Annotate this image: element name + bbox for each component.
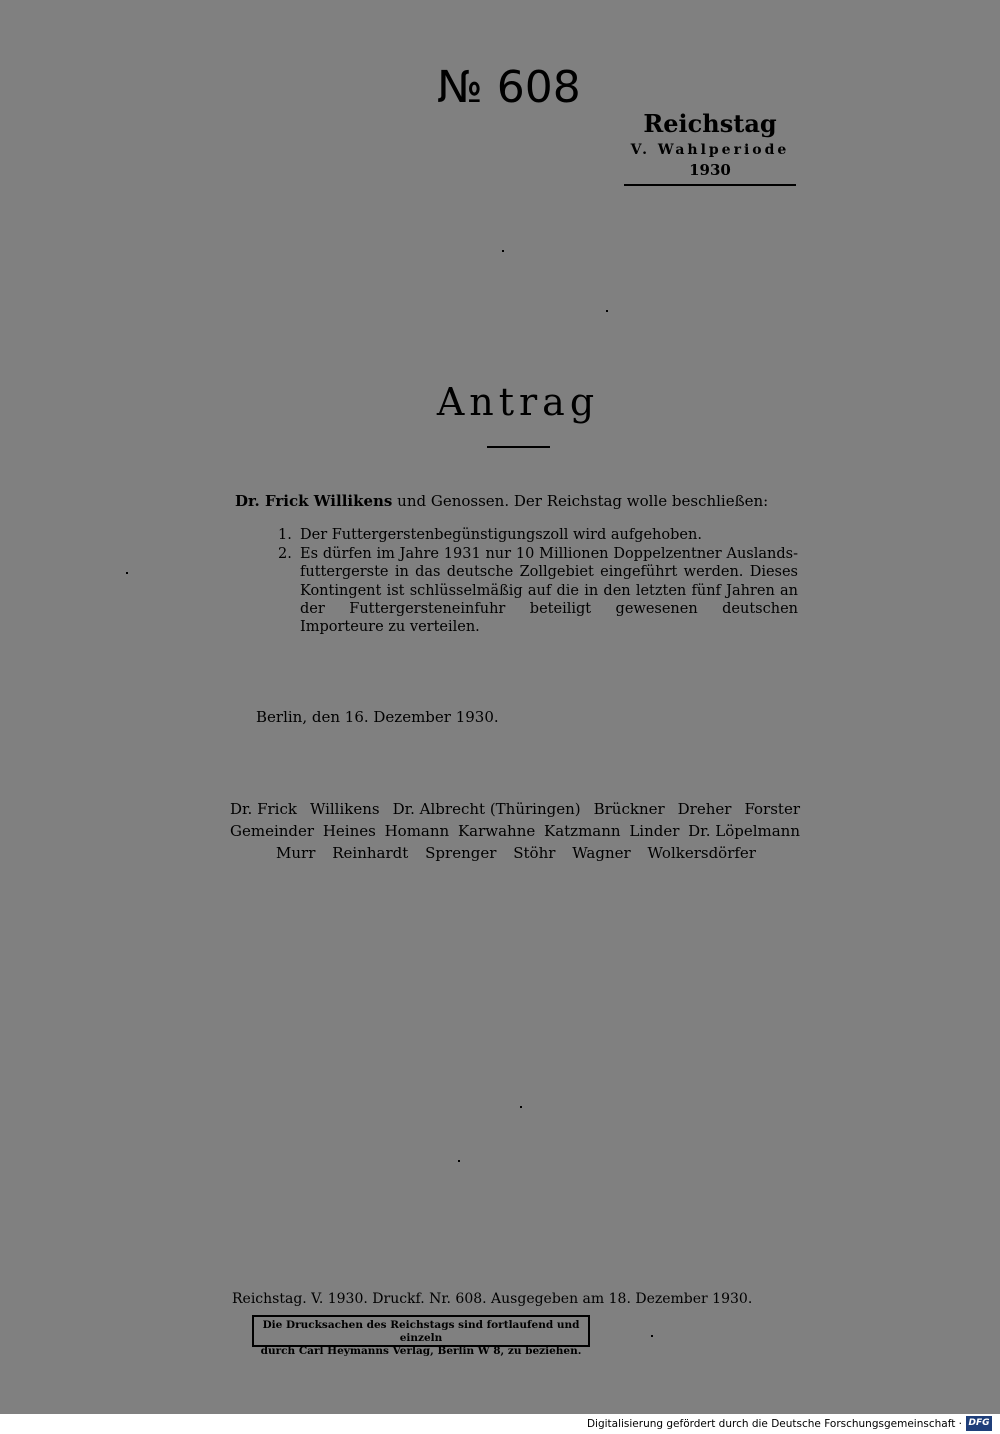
scan-speck xyxy=(126,572,128,574)
motion-items xyxy=(278,526,798,637)
motion-intro xyxy=(235,490,795,512)
signatory: Karwahne xyxy=(457,822,536,840)
masthead-title: Reichstag xyxy=(643,109,777,138)
print-footer: Reichstag. V. 1930. Druckf. Nr. 608. Ausgegeben am 18. Dezember 1930. xyxy=(232,1291,753,1307)
document-heading: Antrag xyxy=(436,380,600,424)
scan-speck xyxy=(606,310,608,312)
item-text: Der Futtergerstenbegünstigungszoll wird aufgehoben. xyxy=(300,527,702,543)
masthead-rule xyxy=(624,184,796,186)
signatures xyxy=(230,798,800,864)
item-number: 2. xyxy=(278,546,292,563)
signatory: Brückner xyxy=(593,800,665,818)
masthead-year: 1930 xyxy=(689,161,731,179)
item-number: 1. xyxy=(278,527,292,543)
publisher-notice-line: Die Drucksachen des Reichstags sind fortlaufend und einzeln xyxy=(262,1319,580,1344)
masthead xyxy=(624,108,796,186)
masthead-period: V. Wahlperiode xyxy=(630,142,790,158)
signatory: Linder xyxy=(629,822,680,840)
signature-row xyxy=(230,842,800,864)
motion-intro-text: und Genossen. Der Reichstag wolle beschließen: xyxy=(392,492,769,510)
scan-speck xyxy=(651,1335,653,1337)
signatory: Willikens xyxy=(309,800,380,818)
dfg-logo: DFG xyxy=(966,1416,992,1431)
publisher-notice-line: durch Carl Heymanns Verlag, Berlin W 8, zu beziehen. xyxy=(260,1345,582,1357)
signatory: Dreher xyxy=(677,800,732,818)
signatory: Gemeinder xyxy=(230,822,315,840)
signature-row xyxy=(230,798,800,820)
signatory: Dr. Albrecht (Thüringen) xyxy=(392,800,581,818)
signatory: Stöhr xyxy=(513,844,556,862)
signatory: Reinhardt xyxy=(332,844,409,862)
funding-credit: Digitalisierung gefördert durch die Deutsche Forschungsgemeinschaft · xyxy=(586,1418,962,1430)
document-number: № 608 xyxy=(437,62,581,113)
signatory: Heines xyxy=(322,822,376,840)
scan-speck xyxy=(520,1106,522,1108)
heading-rule xyxy=(487,446,550,448)
scan-speck xyxy=(458,1160,460,1162)
funding-bar xyxy=(0,1414,1000,1434)
list-item xyxy=(278,545,798,636)
signatory: Forster xyxy=(744,800,800,818)
item-text: Es dürfen im Jahre 1931 nur 10 Millionen Doppelzentner Auslands-futtergerste in das deutsche Zollgebiet eingeführt werden. Dieses Kontingent ist schlüsselmäßig auf die in den letzten fünf Jahren an der Futtergersteneinfuhr beteiligt gewesenen deutschen Importeure zu verteilen. xyxy=(300,546,798,636)
signatory: Wagner xyxy=(572,844,631,862)
signatory: Murr xyxy=(276,844,316,862)
signatory: Dr. Löpelmann xyxy=(688,822,800,840)
motion-sponsors: Dr. Frick Willikens xyxy=(235,492,393,510)
signatory: Wolkersdörfer xyxy=(647,844,756,862)
signatory: Katzmann xyxy=(544,822,621,840)
signatory: Sprenger xyxy=(425,844,497,862)
scan-speck xyxy=(502,250,504,252)
signatory: Dr. Frick xyxy=(230,800,297,818)
publisher-notice xyxy=(252,1315,590,1357)
signatory: Homann xyxy=(384,822,450,840)
place-date: Berlin, den 16. Dezember 1930. xyxy=(256,708,499,726)
signature-row xyxy=(230,820,800,842)
list-item xyxy=(278,526,798,544)
